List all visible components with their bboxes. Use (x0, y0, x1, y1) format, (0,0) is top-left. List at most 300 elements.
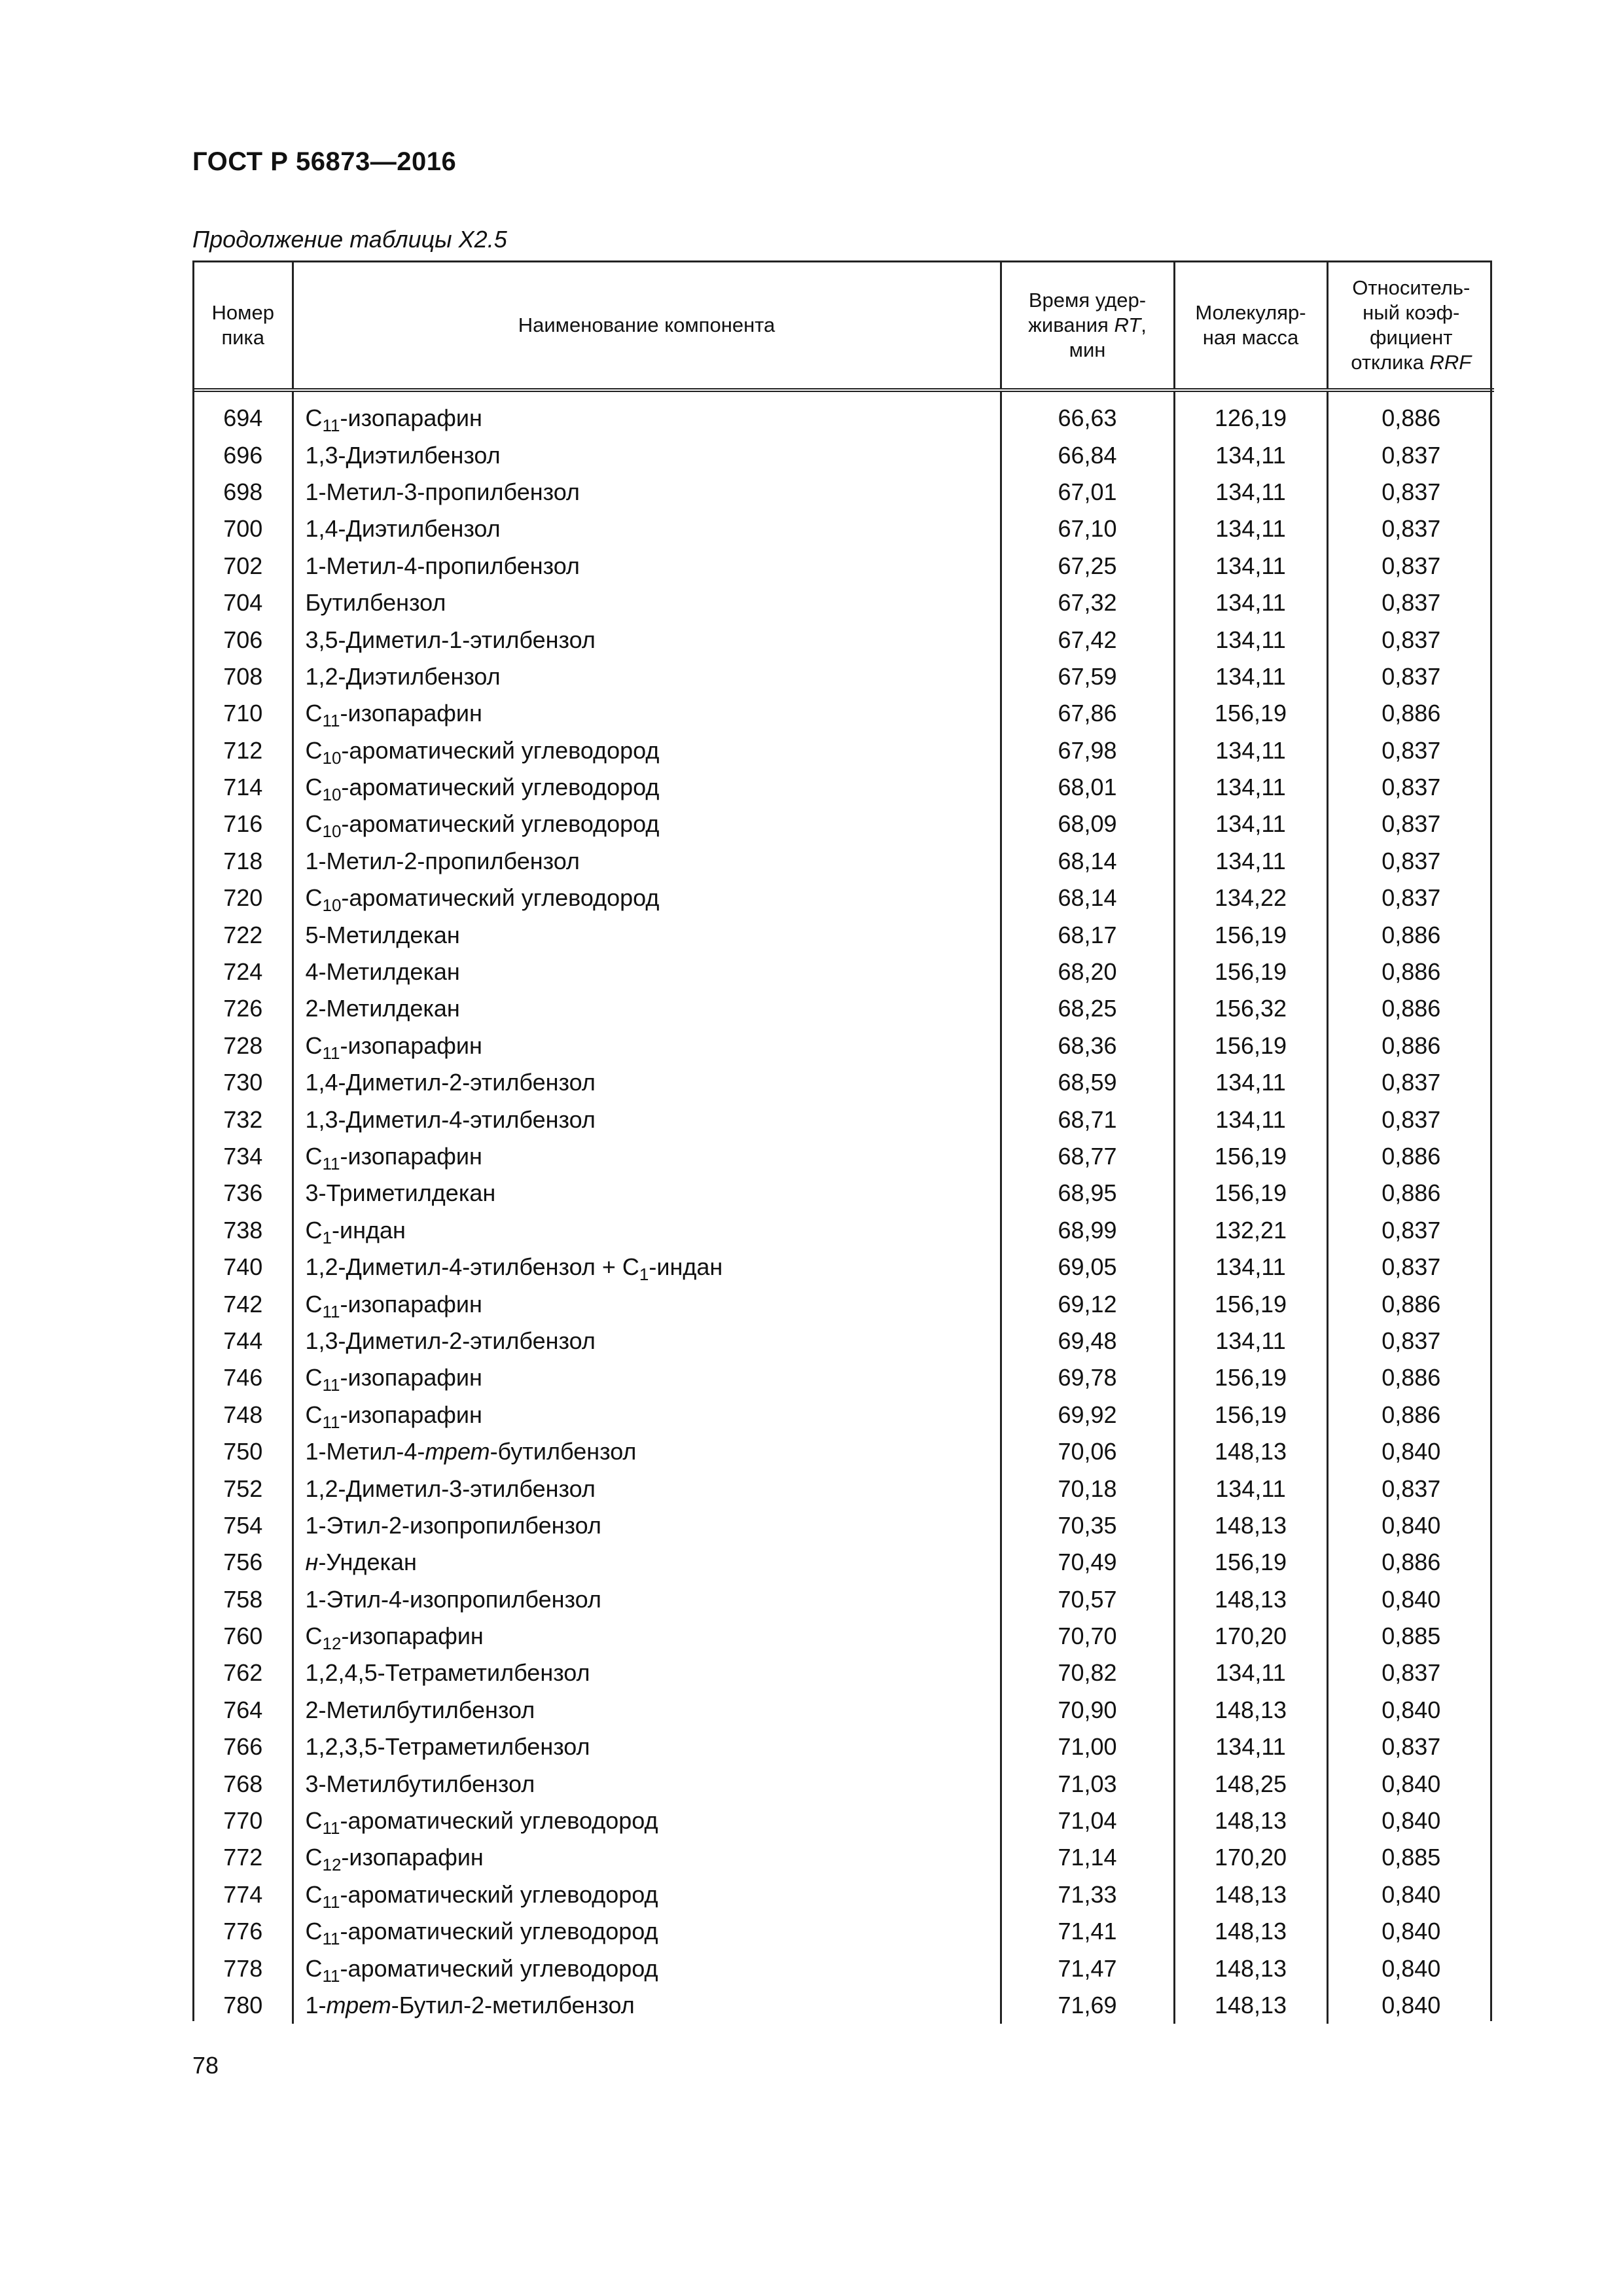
molecular-mass-cell: 148,13 (1174, 1581, 1327, 1618)
retention-time-cell: 70,35 (1001, 1507, 1174, 1544)
rrf-cell: 0,886 (1327, 990, 1494, 1027)
retention-time-cell: 68,99 (1001, 1212, 1174, 1249)
retention-time-cell: 66,84 (1001, 437, 1174, 473)
component-name-cell (293, 1285, 1001, 1322)
retention-time-cell: 71,69 (1001, 1987, 1174, 2024)
table-row (194, 474, 1494, 511)
component-name-cell (293, 1249, 1001, 1285)
rrf-cell: 0,840 (1327, 1876, 1494, 1913)
peak-number-cell: 708 (223, 662, 263, 690)
component-name-part: 11 (322, 416, 340, 436)
component-name-part: C (305, 884, 323, 912)
rrf-cell: 0,885 (1327, 1839, 1494, 1876)
component-name-part: 11 (322, 1818, 340, 1839)
table-row (194, 1323, 1494, 1359)
component-name-part: трет (326, 1991, 391, 2018)
table-row (194, 1765, 1494, 1802)
peak-number-cell: 722 (223, 921, 263, 948)
component-name-cell (293, 843, 1001, 880)
header-rt-line1: Время удер- (1028, 289, 1147, 312)
molecular-mass-cell: 134,11 (1174, 437, 1327, 473)
peak-number-cell: 712 (223, 736, 263, 764)
component-name-cell (293, 1765, 1001, 1802)
peak-number-cell: 730 (223, 1069, 263, 1096)
component-name-part: 2-Метилдекан (305, 995, 460, 1022)
component-name-part: C (305, 1290, 323, 1318)
rrf-cell: 0,837 (1327, 769, 1494, 806)
component-name-part: 3-Метилбутилбензол (305, 1770, 535, 1797)
component-name-part: 1,2-Диэтилбензол (305, 662, 501, 690)
component-name-part: -бутилбензол (490, 1438, 637, 1465)
molecular-mass-cell: 134,11 (1174, 548, 1327, 584)
component-name-cell (293, 1618, 1001, 1655)
table-row (194, 695, 1494, 732)
molecular-mass-cell: 156,19 (1174, 1397, 1327, 1433)
component-name-part: -ароматический углеводород (341, 810, 660, 838)
component-name-part: 11 (322, 1043, 340, 1064)
peak-number-cell: 734 (223, 1143, 263, 1170)
component-name-part: -изопарафин (340, 1143, 482, 1170)
header-mass-line2: ная масса (1202, 326, 1299, 349)
component-name-part: 12 (322, 1634, 342, 1654)
peak-number-cell: 746 (223, 1364, 263, 1391)
retention-time-cell: 68,14 (1001, 880, 1174, 916)
component-name-part: 1-Метил-4- (305, 1438, 425, 1465)
component-name-cell (293, 390, 1001, 437)
molecular-mass-cell: 148,13 (1174, 1692, 1327, 1729)
rrf-cell: 0,837 (1327, 621, 1494, 658)
peak-number-cell: 772 (223, 1844, 263, 1871)
retention-time-cell: 71,00 (1001, 1729, 1174, 1765)
table-row (194, 658, 1494, 695)
component-name-part: -изопарафин (341, 1623, 484, 1650)
component-name-part: 11 (322, 1892, 340, 1912)
component-name-part: C (305, 1143, 323, 1170)
header-retention-time (1001, 262, 1174, 390)
peak-number-cell: 716 (223, 810, 263, 838)
component-name-part: 1-Метил-3-пропилбензол (305, 478, 580, 505)
component-name-cell (293, 437, 1001, 473)
table-row (194, 1175, 1494, 1211)
component-name-part: 10 (322, 785, 342, 805)
table-row (194, 806, 1494, 842)
table-row (194, 1507, 1494, 1544)
retention-time-cell: 69,92 (1001, 1397, 1174, 1433)
header-rt-line4: мин (1069, 338, 1106, 361)
retention-time-cell: 67,10 (1001, 511, 1174, 547)
component-name-part: -Ундекан (318, 1549, 417, 1576)
component-name-part: 2-Метилбутилбензол (305, 1696, 535, 1723)
component-name-cell (293, 1212, 1001, 1249)
table-row (194, 1544, 1494, 1581)
component-name-part: -изопарафин (340, 1031, 482, 1059)
table-row (194, 1692, 1494, 1729)
table-row (194, 390, 1494, 437)
component-name-cell (293, 1323, 1001, 1359)
rrf-cell: 0,886 (1327, 695, 1494, 732)
retention-time-cell: 67,01 (1001, 474, 1174, 511)
header-component-name (293, 262, 1001, 390)
component-name-part: 1-Этил-4-изопропилбензол (305, 1585, 601, 1613)
peak-number-cell: 780 (223, 1991, 263, 2018)
retention-time-cell: 70,82 (1001, 1655, 1174, 1691)
rrf-cell: 0,840 (1327, 1433, 1494, 1470)
peak-number-cell: 756 (223, 1549, 263, 1576)
table-row (194, 621, 1494, 658)
header-rt-line3: , (1141, 314, 1147, 336)
document-code: ГОСТ Р 56873—2016 (192, 147, 457, 176)
component-name-part: 1-Метил-2-пропилбензол (305, 847, 580, 874)
table-row (194, 1729, 1494, 1765)
component-name-part: 1,3-Диметил-2-этилбензол (305, 1327, 596, 1354)
header-component-name-text: Наименование компонента (518, 314, 776, 336)
component-name-part: 1,4-Диэтилбензол (305, 515, 501, 543)
rrf-cell: 0,837 (1327, 1249, 1494, 1285)
retention-time-cell: 67,86 (1001, 695, 1174, 732)
molecular-mass-cell: 156,19 (1174, 1359, 1327, 1396)
component-name-part: -изопарафин (340, 700, 482, 727)
component-name-cell (293, 1839, 1001, 1876)
peak-number-cell: 702 (223, 552, 263, 579)
data-table (194, 262, 1494, 2024)
retention-time-cell: 69,05 (1001, 1249, 1174, 1285)
peak-number-cell: 736 (223, 1179, 263, 1207)
header-rrf-italic: RRF (1429, 351, 1472, 374)
component-name-cell (293, 1692, 1001, 1729)
peak-number-cell: 774 (223, 1880, 263, 1908)
peak-number-cell: 720 (223, 884, 263, 912)
component-name-cell (293, 1101, 1001, 1138)
molecular-mass-cell: 170,20 (1174, 1618, 1327, 1655)
molecular-mass-cell: 156,19 (1174, 1138, 1327, 1175)
rrf-cell: 0,837 (1327, 1470, 1494, 1507)
molecular-mass-cell: 126,19 (1174, 390, 1327, 437)
table-row (194, 990, 1494, 1027)
peak-number-cell: 750 (223, 1438, 263, 1465)
header-peak-number-text: Номер пика (211, 301, 274, 349)
rrf-cell: 0,886 (1327, 916, 1494, 953)
table-row (194, 584, 1494, 621)
component-name-part: C (305, 736, 323, 764)
component-name-part: -ароматический углеводород (340, 1880, 658, 1908)
component-name-cell (293, 916, 1001, 953)
retention-time-cell: 68,01 (1001, 769, 1174, 806)
component-name-part: C (305, 1623, 323, 1650)
rrf-cell: 0,886 (1327, 1175, 1494, 1211)
component-name-part: 1,2,4,5-Тетраметилбензол (305, 1659, 590, 1687)
rrf-cell: 0,837 (1327, 1655, 1494, 1691)
component-name-cell (293, 880, 1001, 916)
molecular-mass-cell: 156,19 (1174, 695, 1327, 732)
component-name-cell (293, 511, 1001, 547)
component-name-cell (293, 732, 1001, 769)
molecular-mass-cell: 156,32 (1174, 990, 1327, 1027)
component-name-cell (293, 1987, 1001, 2024)
component-name-part: C (305, 774, 323, 801)
retention-time-cell: 69,78 (1001, 1359, 1174, 1396)
molecular-mass-cell: 134,11 (1174, 1064, 1327, 1101)
component-name-part: 1,2-Диметил-3-этилбензол (305, 1475, 596, 1502)
molecular-mass-cell: 156,19 (1174, 1544, 1327, 1581)
molecular-mass-cell: 134,11 (1174, 621, 1327, 658)
peak-number-cell: 762 (223, 1659, 263, 1687)
molecular-mass-cell: 132,21 (1174, 1212, 1327, 1249)
peak-number-cell: 718 (223, 847, 263, 874)
table-row (194, 437, 1494, 473)
retention-time-cell: 68,59 (1001, 1064, 1174, 1101)
molecular-mass-cell: 156,19 (1174, 954, 1327, 990)
component-name-cell (293, 474, 1001, 511)
retention-time-cell: 68,20 (1001, 954, 1174, 990)
header-rrf (1327, 262, 1494, 390)
table-row (194, 1064, 1494, 1101)
table-row (194, 769, 1494, 806)
table-row (194, 511, 1494, 547)
retention-time-cell: 67,59 (1001, 658, 1174, 695)
header-molecular-mass (1174, 262, 1327, 390)
molecular-mass-cell: 134,11 (1174, 769, 1327, 806)
peak-number-cell: 726 (223, 995, 263, 1022)
component-name-part: -индан (331, 1216, 406, 1244)
component-name-part: -ароматический углеводород (341, 774, 660, 801)
table-row (194, 1397, 1494, 1433)
table-row (194, 1212, 1494, 1249)
component-name-part: 1-Метил-4-пропилбензол (305, 552, 580, 579)
component-name-part: 1,2-Диметил-4-этилбензол + C (305, 1253, 639, 1281)
component-name-part: 1 (639, 1265, 649, 1285)
component-name-part: C (305, 1918, 323, 1945)
peak-number-cell: 748 (223, 1401, 263, 1428)
peak-number-cell: 700 (223, 515, 263, 543)
table-row (194, 1987, 1494, 2024)
molecular-mass-cell: 134,11 (1174, 658, 1327, 695)
component-name-part: 5-Метилдекан (305, 921, 460, 948)
component-name-part: C (305, 700, 323, 727)
retention-time-cell: 71,04 (1001, 1803, 1174, 1839)
molecular-mass-cell: 134,11 (1174, 1470, 1327, 1507)
component-name-part: 11 (322, 1965, 340, 1986)
molecular-mass-cell: 134,11 (1174, 1249, 1327, 1285)
component-name-part: 3-Триметилдекан (305, 1179, 496, 1207)
peak-number-cell: 704 (223, 589, 263, 617)
component-name-part: н (305, 1549, 319, 1576)
table-row (194, 1470, 1494, 1507)
component-name-part: 11 (322, 1412, 340, 1432)
rrf-cell: 0,837 (1327, 437, 1494, 473)
peak-number-cell: 738 (223, 1216, 263, 1244)
page-number: 78 (192, 2052, 219, 2079)
component-name-cell (293, 1507, 1001, 1544)
component-name-cell (293, 769, 1001, 806)
retention-time-cell: 69,48 (1001, 1323, 1174, 1359)
component-name-part: 1,3-Диметил-4-этилбензол (305, 1105, 596, 1133)
rrf-cell: 0,837 (1327, 1064, 1494, 1101)
rrf-cell: 0,886 (1327, 390, 1494, 437)
component-name-cell (293, 1876, 1001, 1913)
peak-number-cell: 758 (223, 1585, 263, 1613)
component-name-part: 1,2,3,5-Тетраметилбензол (305, 1733, 590, 1761)
table-row (194, 1101, 1494, 1138)
component-name-cell (293, 1544, 1001, 1581)
component-name-part: 10 (322, 747, 342, 768)
retention-time-cell: 70,18 (1001, 1470, 1174, 1507)
molecular-mass-cell: 148,13 (1174, 1876, 1327, 1913)
molecular-mass-cell: 134,22 (1174, 880, 1327, 916)
molecular-mass-cell: 156,19 (1174, 1028, 1327, 1064)
component-name-part: C (305, 1401, 323, 1428)
header-rrf-line3: фициент (1370, 326, 1453, 349)
rrf-cell: 0,837 (1327, 806, 1494, 842)
rrf-cell: 0,837 (1327, 880, 1494, 916)
retention-time-cell: 71,41 (1001, 1913, 1174, 1950)
rrf-cell: 0,837 (1327, 474, 1494, 511)
component-name-cell (293, 695, 1001, 732)
component-name-part: -ароматический углеводород (340, 1954, 658, 1982)
retention-time-cell: 71,03 (1001, 1765, 1174, 1802)
peak-number-cell: 710 (223, 700, 263, 727)
component-name-part: -изопарафин (340, 1401, 482, 1428)
component-name-part: 11 (322, 1301, 340, 1321)
rrf-cell: 0,840 (1327, 1692, 1494, 1729)
molecular-mass-cell: 148,25 (1174, 1765, 1327, 1802)
component-name-part: -изопарафин (341, 1844, 484, 1871)
component-name-part: 12 (322, 1855, 342, 1875)
retention-time-cell: 68,95 (1001, 1175, 1174, 1211)
rrf-cell: 0,885 (1327, 1618, 1494, 1655)
component-name-part: 1-Этил-2-изопропилбензол (305, 1511, 601, 1539)
table-row (194, 1655, 1494, 1691)
rrf-cell: 0,886 (1327, 1028, 1494, 1064)
peak-number-cell: 764 (223, 1696, 263, 1723)
rrf-cell: 0,886 (1327, 1285, 1494, 1322)
header-rrf-line4: отклика (1351, 351, 1430, 374)
component-name-cell (293, 806, 1001, 842)
component-name-cell (293, 1433, 1001, 1470)
peak-number-cell: 698 (223, 478, 263, 505)
rrf-cell: 0,837 (1327, 548, 1494, 584)
component-name-part: -ароматический углеводород (341, 736, 660, 764)
component-name-part: C (305, 1216, 323, 1244)
rrf-cell: 0,840 (1327, 1950, 1494, 1986)
molecular-mass-cell: 134,11 (1174, 1101, 1327, 1138)
molecular-mass-cell: 134,11 (1174, 584, 1327, 621)
molecular-mass-cell: 156,19 (1174, 916, 1327, 953)
rrf-cell: 0,837 (1327, 843, 1494, 880)
retention-time-cell: 68,14 (1001, 843, 1174, 880)
component-name-part: 10 (322, 821, 342, 842)
component-name-part: -изопарафин (340, 1364, 482, 1391)
peak-number-cell: 740 (223, 1253, 263, 1281)
peak-number-cell: 768 (223, 1770, 263, 1797)
header-rt-italic: RT (1114, 314, 1141, 336)
peak-number-cell: 754 (223, 1511, 263, 1539)
rrf-cell: 0,837 (1327, 658, 1494, 695)
component-name-part: 11 (322, 1929, 340, 1949)
component-name-part: C (305, 1844, 323, 1871)
component-name-part: -изопарафин (340, 404, 482, 432)
molecular-mass-cell: 148,13 (1174, 1803, 1327, 1839)
peak-number-cell: 732 (223, 1105, 263, 1133)
component-name-part: -ароматический углеводород (340, 1807, 658, 1835)
rrf-cell: 0,840 (1327, 1987, 1494, 2024)
molecular-mass-cell: 170,20 (1174, 1839, 1327, 1876)
component-name-part: C (305, 404, 323, 432)
rrf-cell: 0,840 (1327, 1803, 1494, 1839)
molecular-mass-cell: 156,19 (1174, 1175, 1327, 1211)
component-name-cell (293, 1581, 1001, 1618)
rrf-cell: 0,837 (1327, 1212, 1494, 1249)
component-name-cell (293, 954, 1001, 990)
retention-time-cell: 70,70 (1001, 1618, 1174, 1655)
component-name-cell (293, 1803, 1001, 1839)
retention-time-cell: 68,71 (1001, 1101, 1174, 1138)
retention-time-cell: 68,17 (1001, 916, 1174, 953)
molecular-mass-cell: 134,11 (1174, 732, 1327, 769)
component-name-part: -ароматический углеводород (340, 1918, 658, 1945)
header-peak-number (194, 262, 293, 390)
table-row (194, 916, 1494, 953)
peak-number-cell: 696 (223, 441, 263, 469)
retention-time-cell: 67,25 (1001, 548, 1174, 584)
retention-time-cell: 67,32 (1001, 584, 1174, 621)
component-name-part: -ароматический углеводород (341, 884, 660, 912)
peak-number-cell: 724 (223, 958, 263, 986)
peak-number-cell: 760 (223, 1623, 263, 1650)
retention-time-cell: 71,33 (1001, 1876, 1174, 1913)
component-name-part: 11 (322, 1375, 340, 1395)
peak-number-cell: 742 (223, 1290, 263, 1318)
molecular-mass-cell: 134,11 (1174, 843, 1327, 880)
component-name-part: 10 (322, 895, 342, 916)
table-row (194, 1433, 1494, 1470)
retention-time-cell: 68,36 (1001, 1028, 1174, 1064)
retention-time-cell: 70,90 (1001, 1692, 1174, 1729)
component-name-part: 1,4-Диметил-2-этилбензол (305, 1069, 596, 1096)
rrf-cell: 0,886 (1327, 1138, 1494, 1175)
component-name-part: -Бутил-2-метилбензол (391, 1991, 635, 2018)
components-table (192, 260, 1492, 2021)
rrf-cell: 0,840 (1327, 1507, 1494, 1544)
rrf-cell: 0,840 (1327, 1913, 1494, 1950)
peak-number-cell: 694 (223, 404, 263, 432)
table-row (194, 880, 1494, 916)
molecular-mass-cell: 134,11 (1174, 806, 1327, 842)
component-name-part: C (305, 1031, 323, 1059)
header-mass-line1: Молекуляр- (1195, 301, 1306, 324)
molecular-mass-cell: 134,11 (1174, 511, 1327, 547)
table-row (194, 1876, 1494, 1913)
component-name-cell (293, 1470, 1001, 1507)
table-row (194, 1249, 1494, 1285)
table-caption: Продолжение таблицы X2.5 (192, 226, 507, 253)
header-rrf-line1: Относитель- (1352, 276, 1471, 299)
component-name-cell (293, 1397, 1001, 1433)
component-name-cell (293, 1655, 1001, 1691)
peak-number-cell: 778 (223, 1954, 263, 1982)
retention-time-cell: 71,14 (1001, 1839, 1174, 1876)
table-row (194, 1285, 1494, 1322)
table-row (194, 1138, 1494, 1175)
rrf-cell: 0,840 (1327, 1765, 1494, 1802)
table-row (194, 548, 1494, 584)
component-name-part: 11 (322, 1154, 340, 1174)
component-name-part: C (305, 1954, 323, 1982)
table-row (194, 1359, 1494, 1396)
molecular-mass-cell: 148,13 (1174, 1987, 1327, 2024)
retention-time-cell: 69,12 (1001, 1285, 1174, 1322)
component-name-part: C (305, 1364, 323, 1391)
peak-number-cell: 728 (223, 1031, 263, 1059)
